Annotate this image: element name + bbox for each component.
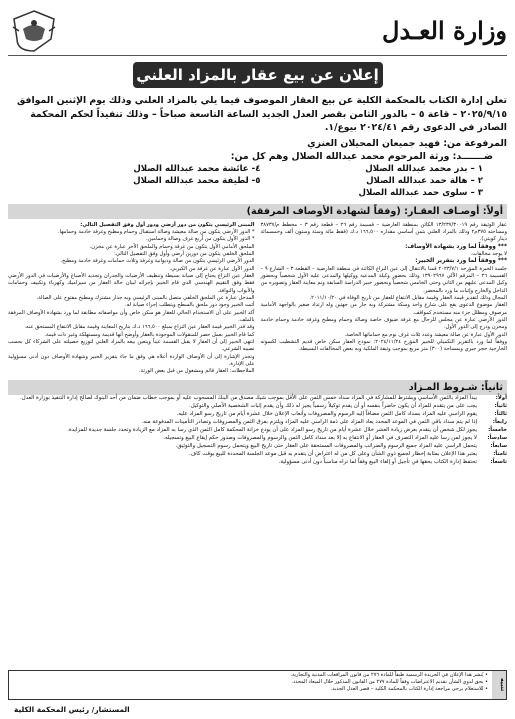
condition-text: يقوم الراسي عليه المزاد بسداد كامل الثمن مضافاً إليه الرسوم والمصروفات وأتعاب الإعلان خلال عشرة أيام من تاريخ رسو المزاد عليه. (176, 411, 477, 418)
heirs-list (8, 163, 507, 199)
paragraph: ووفقاً لما ورد بالتقرير التكميلي للخبير المؤرخ ٢٠٢٤/١١/٢٤: نموذج العقار سكن خاص قديم التشطيب لكسوته الخارجية حجر جيري وبمساحة (٣٠٠) متر مربع بموجب وثيقة الملكية وبه بعض المخالفات البسيطة. (260, 339, 507, 353)
paragraph: جلسة الخبرة المؤرخة ٢٠٢٣/٧/١ قمنا بالانتقال إلى عين النزاع الكائنة في منطقة العارضية – القطعة ٣ – الشارع ٩ – القسيمة ٢٦ – المرقم الآلي ١٣٩٠٢٩٦٧ وذلك بحضور وكيلة المدعية ووكيلها والمدعى عليه الأول شخصياً وبحضور وكيل المدعى عليهم من الثاني وحتى الخامس شخصياً وبحضور خبير الدراسة السابقة وتم معاينة العقار وتصويره من الداخل والخارج وإثبات ما ورد بالمحضر. (260, 265, 508, 294)
heir-item: ٢ – هالة حمد عبدالله الصلال (366, 175, 483, 186)
paragraph: الدور الأرضي الرئيسي يتكون من صالة وديوانية وغرفة وثلاث حمامات وغرفة خادمة ومطبخ. (60, 258, 255, 265)
condition-number: أولاً: (495, 395, 507, 402)
paragraph: الملحق الأمامي الأول يتكون من غرفة وحمام والملحق الآخر عبارة عن مخزن. (89, 243, 255, 250)
section-description-title: أولاً: أوصـاف العقـار: (وفقاً لشهادة الأوصاف المرفقة) (8, 204, 507, 219)
paragraph: لا يوجد مخالفات. (470, 250, 507, 257)
heir-item: ٤- عائشة محمد عبدالله الصلال (133, 163, 261, 174)
subheading: *** ووفقاً لما ورد بتقرير الخبير: (415, 258, 507, 265)
paragraph: الدور الأرضي عبارة عن مجلس للرجال مع غرفة ضيوف خاصة وصالة وحمام ومطبخ وغرفة خادمة وحمام خادمة ومخزن ودرج إلى الدور الأول. (260, 316, 507, 331)
signature-line: المستشار/ رئيس المحكمة الكلية (14, 705, 130, 714)
paragraph: المبنى الرئيسي يتكون من دور أرضي ودور أول وفق التفصيل التالي: (80, 221, 255, 228)
section-conditions-title: ثانياً: شـروط المـزاد (8, 380, 507, 395)
notice-box (8, 670, 507, 700)
announcement-banner: إعلان عن بيع عقار بالمزاد العلني (133, 62, 383, 88)
condition-text: يعتبر هذا الإعلان بمثابة إخطار لجميع ذوي الشأن وعلى كل من له اعتراض أن يتقدم به قبل موعد الجلسة المحددة للبيع بوقت كاف. (188, 451, 477, 458)
paragraph: * الدور الأول يتكون من أربع غرف وصالة وحمامين. (146, 236, 255, 243)
condition-text: لا يجوز لمن رسا عليه المزاد التصرف في العقار أو الانتفاع به إلا بعد سداد كامل الثمن والرسوم والمصروفات وصدور حكم إيقاع البيع وتسجيله. (163, 435, 477, 442)
paragraph: انتهى الخبير إلى أن العقار لا يقبل القسمة عيناً ويتعين بيعه بالمزاد العلني لتوزيع حصيلته على الشركاء كل بحسب نصيبه الشرعي. (8, 339, 255, 353)
condition-number: ثالثاً: (494, 411, 507, 418)
paragraph: الملحق الخلفي يتكون من دورين أرضي وأول وفق التفصيل التالي: (114, 250, 255, 257)
paragraph: الملاحظات: العقار قائم ومشغول من قبل بعض الورثة. (139, 368, 255, 375)
heir-item: ٣ – سلوى حمد عبدالله الصلال (358, 187, 483, 198)
paragraph: العقار عين النزاع يحتاج إلى صيانة بسيطة وتنظيف الأرضيات والجدران وتجديد الأصباغ والأرضيات في الدور الأرضي فقط وفق التقييم الهندسي الذي قام الخبير بإجرائه لبيان حالة العقار من سيراميك وكهرباء وتكييف وحمامات والأبواب والنوافذ. (8, 272, 255, 294)
conditions-list (8, 395, 507, 466)
paragraph: المدخل عبارة عن الملحق الخلفي متصل بالمبنى الرئيسي وبه جدار مشترك ومطبخ مفتوح على الصالة. (36, 294, 255, 301)
notice-line: • يُنشر هذا الإعلان في الجريدة الرسمية طبقاً للمادة ٢٧٦ من قانون المرافعات المدنية والتجارية. (290, 672, 488, 678)
condition-item (8, 451, 507, 458)
description-left-column (8, 222, 255, 376)
paragraph: كما قام الخبير بعمل حصر للمنقولات الموجودة بالعقار وأوضح أنها قديمة ومستهلكة وغير ذات قيمة. (44, 331, 255, 338)
ministry-title: وزارة العـدل (382, 16, 507, 45)
paragraph: العقار موضوع الدعوى يقع على شارع واحد وسكة مشتركة وبه جار من جهتين وله ارتداد صغير بالواجهة الأمامية مرصوف ومظلل جزء منه مستخدم كمواقف. (260, 302, 507, 316)
intro-paragraph: تعلن إدارة الكتاب بالمحكمة الكلية عن بيع العقار الموصوف فيما يلي بالمزاد العلني وذلك يوم الإثنين الموافق ٢٠٢٥/٩/١٥ – قاعة ٥ – بالدور الثامن بقصر العدل الجديد الساعة التاسعة صباحاً – وذلك تنفيذاً لحكم المحكمة الصادر في الدعوى رقم ٢٠٢٤/٤١ بيوع/١. (17, 95, 507, 133)
condition-item (8, 419, 507, 426)
condition-number: خامساً: (488, 427, 507, 434)
paragraph: أكد الخبير على أن الاستخدام الحالي للعقار هو سكن خاص وأن مواصفاته مطابقة لما ورد بشهادة الأوصاف المرفقة بالملف. (8, 309, 255, 323)
notice-label: تنبيه (492, 671, 506, 699)
plaintiff-line: المرفوعة من: فهيد جميعان المحيلان العنزي (307, 137, 507, 149)
paragraph: * الدور الأرضي يتكون من صالة معيشة وصالة استقبال وحمام ومطبخ وغرفة خادمة وحمامها. (57, 228, 255, 235)
condition-item (8, 435, 507, 442)
defendants-line: ضـــــــد: ورثة المرحوم محمد عبدالله الصلال وهم كل من: (230, 150, 493, 162)
condition-item (8, 403, 507, 410)
header (8, 6, 507, 56)
condition-item (8, 411, 507, 418)
condition-number: تاسعاً: (490, 459, 507, 466)
paragraph: وتجدر الإشارة إلى أن الأوصاف الواردة أعلاه هي وفق ما جاء بتقرير الخبير وشهادة الأوصاف دون أدنى مسؤولية على الإدارة. (8, 353, 255, 368)
condition-item (8, 459, 507, 466)
condition-number: سابعاً: (490, 443, 507, 450)
heir-item (48, 187, 261, 199)
condition-item (8, 443, 507, 450)
condition-text: إذا لم يتم سداد باقي الثمن في الموعد المحدد يعاد المزاد على ذمة الراسي عليه المزاد ويلتزم بفرق الثمن والمصروفات وتصادر التأمينات المدفوعة منه. (141, 419, 477, 426)
paragraph: الدور الأول عبارة عن صالة معيشة وعدد ثلاث غرف نوم مع حماماتها الخاصة. (344, 331, 507, 338)
paragraph: أثبت الخبير وجود دور ملحق بالسطح ويتطلب إجراء صيانة له. (124, 302, 255, 309)
condition-number: ثامناً: (493, 451, 507, 458)
paragraph: وقد قدر الخبير قيمة العقار عين النزاع بمبلغ ١٦٦,٥٠٠ د.ك بتاريخ المعاينة وقيمة مقابل الانتفاع المستحق عنه. (24, 324, 255, 331)
description-columns (8, 222, 507, 376)
condition-number: سادساً: (487, 435, 507, 442)
heir-item: ١ – بدر محمد عبدالله الصلال (365, 163, 483, 174)
heir-item: ٥- لطيفة محمد عبدالله الصلال (133, 175, 261, 186)
paragraph: عقار الوثيقة رقم ١٣/٢٣٧/٣٠٠١٩ الكائن بمنطقة العارضية – قسيمة رقم ٢٦ – قطعة رقم ٣ – مخطط م/٣٨٧٣٧ ومساحته ٣٧٥م٢ وذلك بالمزاد العلني بثمن أساسي مقداره ١٦٦,٥٠٠ د.ك (فقط مائة وستة وستون ألف وخمسمائة دينار كويتي). (260, 221, 508, 243)
description-right-column (261, 222, 508, 376)
condition-text: تحتفظ إدارة الكتاب بحقها في تأجيل أو إلغاء البيع وفقاً لما تراه مناسباً دون أدنى مسؤولية. (278, 459, 477, 466)
condition-text: يبدأ المزاد بالثمن الأساسي ويشترط للمشاركة في المزاد سداد خمس الثمن على الأقل بموجب شيك مصدق من البنك المسحوب عليه أو بموجب خطاب ضمان من أحد البنوك لصالح إدارة التنفيذ بوزارة العدل. (20, 395, 477, 402)
subheading: *** ووفقاً لما ورد بشهادة الأوصاف: (405, 243, 507, 250)
notice-line: • يحق لذوي الشأن تقديم الاعتراضات وفقاً للمادة ٢٧٧ من القانون المذكور خلال الميعاد المحدد. (291, 679, 488, 686)
paragraph: المجال وذلك لتقدير قيمة العقار وقيمة مقابل الانتفاع للعقار من تاريخ الوفاة في ٢٠١١/١٠/٢٠. (309, 294, 507, 301)
condition-text: يتحمل الراسي عليه المزاد جميع الرسوم والضرائب والمصروفات المستحقة على العقار حتى تاريخ البيع ويتحمل رسوم التسجيل والتوثيق. (175, 443, 477, 450)
coat-of-arms-icon (8, 9, 60, 53)
notice-line: • للاستعلام يرجى مراجعة إدارة الكتاب بالمحكمة الكلية – قصر العدل الجديد. (330, 686, 488, 693)
condition-number: رابعاً: (492, 419, 507, 426)
condition-item (8, 395, 507, 402)
condition-text: يجب على من يتقدم للمزاد أن يكون حاضراً بنفسه أو أن يقدم توكيلاً رسمياً يجيز له ذلك وأن يقدم إثبات الشخصية الأصلي والتوكيل. (189, 403, 477, 410)
condition-text: يجوز لكل شخص أن يتقدم بعرض زيادة العشر خلال عشرة أيام من تاريخ رسو المزاد على أن يودع خزانة المحكمة كامل الثمن الذي رسا به المزاد مع الزيادة وتحدد جلسة جديدة للمزايدة. (67, 427, 477, 434)
paragraph: الدور الأول عبارة عن غرفة من الكيربي. (169, 265, 255, 272)
notice-text (9, 671, 492, 699)
condition-number: ثانياً: (494, 403, 507, 410)
condition-item (8, 427, 507, 434)
